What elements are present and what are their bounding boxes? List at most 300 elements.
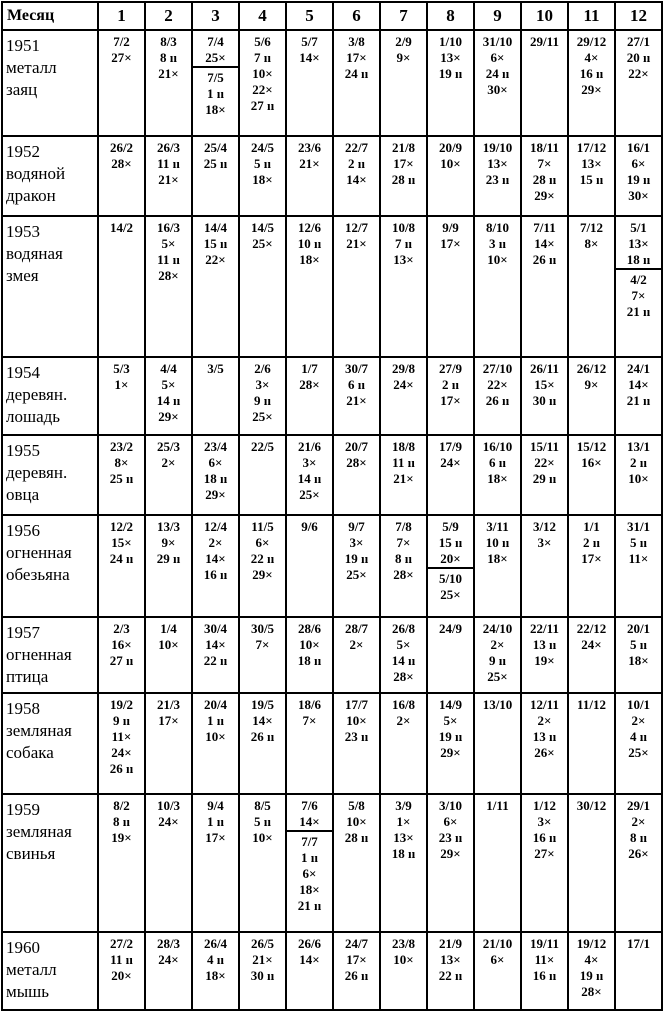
month-cell: [474, 216, 521, 356]
new-moon-date: 23/8: [391, 935, 416, 951]
month-cell: [521, 932, 568, 1010]
month-cell: [333, 357, 380, 435]
cell-block: [428, 358, 473, 409]
month-cell: [615, 357, 662, 435]
month-cell: [239, 932, 286, 1010]
cell-block: [616, 795, 661, 862]
year-sign-text: водяная: [6, 244, 63, 264]
month-cell: [474, 30, 521, 136]
day-marker: 14×: [205, 637, 226, 653]
day-marker: 26 ıı: [532, 252, 557, 268]
new-moon-date: 19/12: [576, 935, 607, 951]
day-marker: 21×: [346, 392, 367, 408]
cell-block: [522, 694, 567, 761]
cell-block: [240, 694, 285, 745]
new-moon-date: 14/9: [438, 697, 463, 713]
cell-block: [522, 137, 567, 204]
day-marker: 16×: [581, 454, 602, 470]
cell-block: [381, 137, 426, 188]
year-row: [2, 30, 662, 136]
day-marker: 5 ıı: [254, 156, 271, 172]
new-moon-date: 12/11: [530, 697, 559, 713]
new-moon-date: 3/9: [395, 797, 412, 813]
day-marker: 24×: [393, 376, 414, 392]
new-moon-date: 21/3: [156, 697, 181, 713]
month-cell: [239, 30, 286, 136]
cell-block: [334, 933, 379, 984]
month-number-header: 10: [521, 2, 568, 30]
day-marker: 15×: [534, 376, 555, 392]
month-cell: [427, 435, 474, 515]
month-cell: [239, 216, 286, 356]
cell-block: [287, 217, 332, 268]
cell-block: [475, 933, 520, 968]
cell-block: [428, 516, 473, 567]
new-moon-date: 5/10: [438, 570, 463, 586]
cell-block: [334, 795, 379, 846]
cell-block: [334, 516, 379, 583]
cell-block: [193, 31, 238, 66]
month-cell: [286, 435, 333, 515]
month-cell: [192, 617, 239, 693]
new-moon-date: 21/8: [391, 140, 416, 156]
day-marker: 25×: [628, 745, 649, 761]
month-cell: [380, 617, 427, 693]
new-moon-date: 24/9: [438, 621, 463, 637]
day-marker: 28×: [346, 454, 367, 470]
day-marker: 16 ıı: [203, 566, 228, 582]
year-sign-text: земляная: [6, 821, 72, 841]
day-marker: 13 ıı: [532, 729, 557, 745]
day-marker: 26 ıı: [485, 392, 510, 408]
year-sign-text: мышь: [6, 981, 50, 1001]
new-moon-date: 5/8: [348, 797, 365, 813]
month-cell: [98, 30, 145, 136]
new-moon-date: 28/3: [156, 935, 181, 951]
cell-block: [287, 618, 332, 669]
new-moon-date: 7/11: [533, 220, 556, 236]
day-marker: 17×: [205, 829, 226, 845]
cell-block: [287, 436, 332, 503]
day-marker: 25×: [487, 669, 508, 685]
month-cell: [145, 136, 192, 216]
new-moon-date: 30/5: [250, 621, 275, 637]
month-number-header: 8: [427, 2, 474, 30]
day-marker: 2×: [396, 713, 411, 729]
month-cell: [192, 136, 239, 216]
day-marker: 10×: [158, 637, 179, 653]
new-moon-date: 17/9: [438, 438, 463, 454]
day-marker: 17×: [440, 392, 461, 408]
new-moon-date: 8/5: [254, 797, 271, 813]
day-marker: 26×: [628, 845, 649, 861]
new-moon-date: 26/3: [156, 140, 181, 156]
month-cell: [474, 932, 521, 1010]
month-cell: [239, 617, 286, 693]
month-cell: [427, 136, 474, 216]
new-moon-date: 17/12: [576, 140, 607, 156]
day-marker: 18×: [299, 881, 320, 897]
day-marker: 18 ıı: [203, 470, 228, 486]
new-moon-date: 30/4: [203, 621, 228, 637]
day-marker: 26 ıı: [250, 729, 275, 745]
day-marker: 18 ıı: [626, 252, 651, 268]
cell-block: [193, 694, 238, 745]
month-cell: [521, 216, 568, 356]
cell-block: [616, 694, 661, 761]
new-moon-date: 23/6: [297, 140, 322, 156]
day-marker: 10×: [393, 951, 414, 967]
month-number-header: 11: [568, 2, 615, 30]
cell-block: [193, 436, 238, 503]
month-cell: [286, 357, 333, 435]
month-cell: [239, 357, 286, 435]
cell-block: [569, 795, 614, 814]
month-cell: [615, 794, 662, 932]
cell-block: [569, 436, 614, 471]
month-cell: [521, 617, 568, 693]
header-row: [2, 2, 662, 30]
cell-block: [334, 618, 379, 653]
month-cell: [380, 357, 427, 435]
new-moon-date: 15/12: [576, 438, 607, 454]
cell-block: [475, 137, 520, 188]
cell-block: [99, 137, 144, 172]
new-moon-date: 9/9: [442, 220, 459, 236]
day-marker: 10×: [440, 156, 461, 172]
day-marker: 25×: [346, 566, 367, 582]
day-marker: 6×: [208, 454, 223, 470]
year-cell: [2, 435, 98, 515]
day-marker: 29×: [158, 408, 179, 424]
cell-block: [146, 618, 191, 653]
day-marker: 14×: [534, 236, 555, 252]
cell-block: [522, 618, 567, 669]
day-marker: 22 ıı: [203, 653, 228, 669]
cell-block: [146, 31, 191, 82]
month-cell: [615, 617, 662, 693]
year-row: [2, 617, 662, 693]
day-marker: 20 ıı: [626, 50, 651, 65]
month-cell: [568, 357, 615, 435]
day-marker: 16 ıı: [532, 829, 557, 845]
day-marker: 22×: [205, 252, 226, 268]
day-marker: 4×: [584, 951, 599, 967]
new-moon-date: 10/1: [626, 697, 651, 713]
new-moon-date: 24/1: [626, 360, 651, 376]
new-moon-date: 9/4: [207, 797, 224, 813]
month-cell: [380, 693, 427, 793]
day-marker: 6×: [302, 865, 317, 881]
cell-block: [522, 217, 567, 268]
month-cell: [192, 515, 239, 617]
day-marker: 2×: [631, 713, 646, 729]
new-moon-date: 27/9: [438, 360, 463, 376]
day-marker: 23 ıı: [485, 172, 510, 188]
day-marker: 27 ıı: [250, 98, 275, 113]
cell-block: [569, 217, 614, 252]
cell-block: [569, 516, 614, 567]
day-marker: 7×: [255, 637, 270, 653]
day-marker: 18×: [487, 550, 508, 566]
new-moon-date: 5/6: [254, 34, 271, 49]
year-cell: [2, 932, 98, 1010]
new-moon-date: 27/2: [109, 935, 134, 951]
day-marker: 28×: [299, 376, 320, 392]
month-cell: [286, 794, 333, 932]
new-moon-date: 30/12: [576, 797, 607, 813]
month-number-header: 5: [286, 2, 333, 30]
new-moon-date: 8/10: [485, 220, 510, 236]
month-cell: [568, 30, 615, 136]
new-moon-date: 20/9: [438, 140, 463, 156]
new-moon-date: 5/3: [113, 360, 130, 376]
new-moon-date: 3/5: [207, 360, 224, 376]
day-marker: 25 ıı: [203, 156, 228, 172]
day-marker: 10×: [252, 829, 273, 845]
month-cell: [145, 515, 192, 617]
day-marker: 29×: [534, 188, 555, 204]
month-cell: [380, 794, 427, 932]
day-marker: 8 ıı: [395, 550, 412, 566]
cell-block: [193, 217, 238, 268]
year-number: 1956: [6, 520, 40, 540]
day-marker: 3×: [302, 454, 317, 470]
new-moon-date: 7/2: [113, 34, 130, 49]
cell-block: [287, 358, 332, 393]
new-moon-date: 5/1: [630, 220, 647, 236]
month-cell: [286, 515, 333, 617]
month-cell: [98, 617, 145, 693]
month-cell: [427, 216, 474, 356]
day-marker: 13×: [628, 236, 649, 252]
day-marker: 25×: [252, 236, 273, 252]
day-marker: 6×: [443, 813, 458, 829]
new-moon-date: 29/11: [530, 34, 559, 49]
day-marker: 22×: [534, 454, 555, 470]
day-marker: 16 ıı: [532, 967, 557, 983]
month-cell: [615, 515, 662, 617]
lunar-calendar-table: [1, 1, 663, 1011]
day-marker: 5×: [396, 637, 411, 653]
day-marker: 21 ıı: [297, 897, 322, 913]
day-marker: 7×: [631, 288, 646, 304]
cell-block: [240, 618, 285, 653]
day-marker: 25×: [252, 408, 273, 424]
day-marker: 8 ıı: [160, 50, 177, 65]
cell-block: [381, 618, 426, 685]
year-row: [2, 357, 662, 435]
year-cell: [2, 357, 98, 435]
month-number-header: 2: [145, 2, 192, 30]
month-cell: [192, 357, 239, 435]
day-marker: 6 ıı: [348, 376, 365, 392]
day-marker: 18×: [252, 172, 273, 188]
cell-block: [193, 618, 238, 669]
day-marker: 1 ıı: [301, 849, 318, 865]
month-cell: [615, 693, 662, 793]
cell-block: [99, 694, 144, 777]
new-moon-date: 4/2: [630, 272, 647, 288]
month-cell: [474, 693, 521, 793]
new-moon-date: 21/6: [297, 438, 322, 454]
day-marker: 18 ıı: [391, 845, 416, 861]
month-number-header: 3: [192, 2, 239, 30]
day-marker: 21×: [252, 951, 273, 967]
year-row: [2, 693, 662, 793]
month-cell: [521, 794, 568, 932]
month-number-header: 9: [474, 2, 521, 30]
cell-block: [475, 358, 520, 409]
new-moon-date: 19/2: [109, 697, 134, 713]
month-cell: [192, 794, 239, 932]
cell-block: [287, 933, 332, 968]
day-marker: 10×: [346, 813, 367, 829]
cell-block: [146, 933, 191, 968]
day-marker: 16 ıı: [579, 66, 604, 81]
new-moon-date: 16/3: [156, 220, 181, 236]
day-marker: 18×: [205, 967, 226, 983]
cell-block: [193, 66, 238, 118]
cell-block: [616, 933, 661, 952]
day-marker: 10×: [346, 713, 367, 729]
cell-block: [381, 31, 426, 66]
cell-block: [287, 516, 332, 535]
year-sign-text: собака: [6, 743, 54, 763]
year-sign-text: земляная: [6, 721, 72, 741]
year-number: 1951: [6, 36, 40, 55]
month-cell: [427, 515, 474, 617]
day-marker: 4 ıı: [630, 729, 647, 745]
new-moon-date: 16/1: [626, 140, 651, 156]
day-marker: 22×: [487, 376, 508, 392]
day-marker: 13×: [440, 50, 461, 65]
month-cell: [568, 435, 615, 515]
cell-block: [381, 516, 426, 583]
day-marker: 26 ıı: [109, 761, 134, 777]
new-moon-date: 27/10: [482, 360, 513, 376]
day-marker: 24 ıı: [485, 66, 510, 81]
day-marker: 14×: [346, 172, 367, 188]
month-cell: [568, 693, 615, 793]
cell-block: [569, 694, 614, 713]
year-number: 1952: [6, 142, 40, 162]
month-cell: [427, 30, 474, 136]
day-marker: 24×: [581, 637, 602, 653]
month-cell: [474, 357, 521, 435]
day-marker: 29×: [205, 486, 226, 502]
new-moon-date: 8/2: [113, 797, 130, 813]
year-sign-text: металл: [6, 58, 57, 77]
month-cell: [521, 693, 568, 793]
month-cell: [145, 932, 192, 1010]
month-cell: [568, 216, 615, 356]
month-cell: [333, 435, 380, 515]
year-cell: [2, 30, 98, 136]
new-moon-date: 3/12: [532, 518, 557, 534]
day-marker: 13×: [487, 156, 508, 172]
day-marker: 25 ıı: [109, 470, 134, 486]
cell-block: [428, 137, 473, 172]
new-moon-date: 3/10: [438, 797, 463, 813]
month-cell: [98, 932, 145, 1010]
day-marker: 13×: [440, 951, 461, 967]
month-cell: [98, 693, 145, 793]
day-marker: 7×: [396, 534, 411, 550]
new-moon-date: 26/6: [297, 935, 322, 951]
day-marker: 30×: [628, 188, 649, 204]
cell-block: [334, 31, 379, 82]
day-marker: 17×: [393, 156, 414, 172]
day-marker: 5×: [161, 376, 176, 392]
new-moon-date: 12/4: [203, 518, 228, 534]
year-cell: [2, 515, 98, 617]
month-cell: [568, 617, 615, 693]
day-marker: 11 ıı: [157, 252, 180, 268]
new-moon-date: 23/4: [203, 438, 228, 454]
cell-block: [334, 358, 379, 409]
cell-block: [522, 436, 567, 487]
day-marker: 1 ıı: [207, 86, 224, 101]
cell-block: [616, 618, 661, 669]
month-cell: [333, 515, 380, 617]
table-body: [2, 30, 662, 1010]
cell-block: [193, 933, 238, 984]
day-marker: 22 ıı: [438, 967, 463, 983]
year-row: [2, 435, 662, 515]
month-number-header: 12: [615, 2, 662, 30]
new-moon-date: 19/10: [482, 140, 513, 156]
new-moon-date: 24/5: [250, 140, 275, 156]
cell-block: [146, 694, 191, 729]
day-marker: 20×: [111, 967, 132, 983]
month-cell: [568, 794, 615, 932]
month-cell: [239, 794, 286, 932]
day-marker: 24×: [440, 454, 461, 470]
new-moon-date: 10/8: [391, 220, 416, 236]
new-moon-date: 20/4: [203, 697, 228, 713]
cell-block: [240, 933, 285, 984]
new-moon-date: 29/12: [576, 34, 607, 49]
new-moon-date: 7/6: [301, 797, 318, 813]
day-marker: 29×: [252, 566, 273, 582]
new-moon-date: 14/5: [250, 220, 275, 236]
day-marker: 30 ıı: [532, 392, 557, 408]
day-marker: 11×: [111, 729, 132, 745]
cell-block: [522, 358, 567, 409]
new-moon-date: 18/11: [530, 140, 559, 156]
day-marker: 1×: [396, 813, 411, 829]
new-moon-date: 26/5: [250, 935, 275, 951]
day-marker: 7 ıı: [254, 50, 271, 65]
day-marker: 2 ıı: [348, 156, 365, 172]
day-marker: 17×: [158, 713, 179, 729]
new-moon-date: 28/7: [344, 621, 369, 637]
month-cell: [239, 515, 286, 617]
cell-block: [240, 795, 285, 846]
new-moon-date: 18/8: [391, 438, 416, 454]
day-marker: 14×: [299, 951, 320, 967]
year-sign-text: огненная: [6, 645, 72, 665]
cell-block: [475, 618, 520, 685]
day-marker: 21×: [393, 470, 414, 486]
month-cell: [286, 216, 333, 356]
day-marker: 26×: [534, 745, 555, 761]
day-marker: 2×: [349, 637, 364, 653]
cell-block: [146, 137, 191, 188]
day-marker: 21×: [158, 172, 179, 188]
day-marker: 9×: [396, 50, 411, 65]
